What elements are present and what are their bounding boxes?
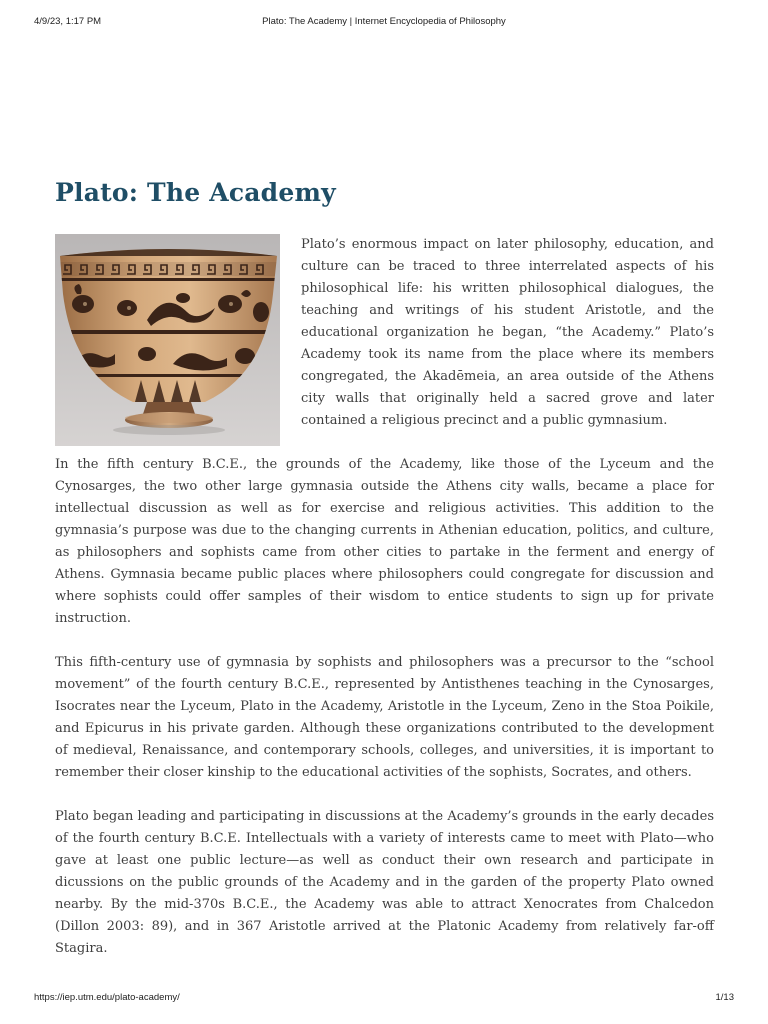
article-title: Plato: The Academy <box>55 178 336 207</box>
paragraph-3: This fifth-century use of gymnasia by sophists and philosophers was a precursor to the “school movement” of the fourth century B.C.E., represented by Antisthenes teaching in the Cynosarges, Isocrates near the Lyceum, Plato in the Academy, Aristotle in the Lyceum, Zeno in the Stoa Poikile, and Epicurus in his private garden. Although these organizations contributed to the development of medieval, Renaissance, and contemporary schools, colleges, and universities, it is important to remember their closer kinship to the educational activities of the sophists, Socrates, and others. <box>55 655 714 780</box>
paragraph-4: Plato began leading and participating in discussions at the Academy’s grounds in the early decades of the fourth century B.C.E. Intellectuals with a variety of interests came to meet with Plato—who gave at least one public lecture—as well as conduct their own research and participate in dicussions on the public grounds of the Academy and in the garden of the property Plato owned nearby. By the mid-370s B.C.E., the Academy was able to attract Xenocrates from Chalcedon (Dillon 2003: 89), and in 367 Aristotle arrived at the Platonic Academy from relatively far-off Stagira. <box>55 809 714 956</box>
print-footer <box>34 992 734 1006</box>
print-page-title: Plato: The Academy | Internet Encyclopedia of Philosophy <box>262 16 506 27</box>
paragraph-1: Plato’s enormous impact on later philosophy, education, and culture can be traced to three interrelated aspects of his philosophical life: his written philosophical dialogues, the teaching and writings of his student Aristotle, and the educational organization he began, “the Academy.” Plato’s Academy took its name from the place where its members congregated, the Akadēmeia, an area outside of the Athens city walls that originally held a sacred grove and later contained a religious precinct and a public gymnasium. <box>301 237 714 428</box>
article <box>55 176 714 982</box>
greek-vase-photo <box>55 234 280 446</box>
paragraph-2: In the fifth century B.C.E., the grounds of the Academy, like those of the Lyceum and the Cynosarges, the two other large gymnasia outside the Athens city walls, became a place for intellectual discussion as well as for exercise and religious activities. This addition to the gymnasia’s purpose was due to the changing currents in Athenian education, politics, and culture, as philosophers and sophists came from other cities to partake in the ferment and energy of Athens. Gymnasia became public places where philosophers could congregate for discussion and where sophists could offer samples of their wisdom to entice students to sign up for private instruction. <box>55 457 714 626</box>
print-date: 4/9/23, 1:17 PM <box>34 16 102 27</box>
print-url: https://iep.utm.edu/plato-academy/ <box>34 992 180 1003</box>
vase-image-icon <box>55 234 280 446</box>
print-page-number: 1/13 <box>715 992 734 1003</box>
print-header <box>34 16 734 30</box>
